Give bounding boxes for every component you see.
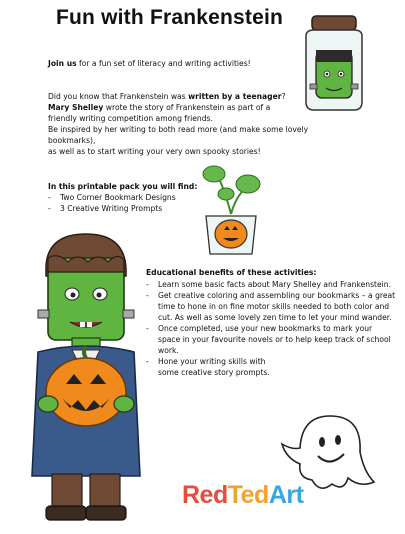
brand-logo (182, 481, 303, 510)
intro-bold: Join us (48, 59, 77, 68)
story-line1-b: ? (281, 92, 286, 101)
story-line1-a: Did you know that Frankenstein was (48, 92, 189, 101)
benefit-text: Hone your writing skills with some creative story prompts. (158, 357, 270, 377)
story-line3: friendly writing competition among friends. (48, 114, 213, 123)
story-paragraph (48, 91, 323, 157)
benefits-heading: Educational benefits of these activities: (146, 268, 317, 277)
story-line1-bold: written by a teenager (188, 92, 282, 101)
benefits-section (146, 267, 396, 378)
pack-heading: In this printable pack you will find: (48, 182, 198, 191)
story-line5: as well as to start writing your very own spooky stories! (48, 147, 261, 156)
list-item: - Two Corner Bookmark Designs (48, 193, 176, 202)
list-item: - 3 Creative Writing Prompts (48, 204, 163, 213)
pack-item-text: 3 Creative Writing Prompts (60, 204, 163, 213)
story-line2: wrote the story of Frankenstein as part of a (103, 103, 271, 112)
logo-part-red: Red (182, 481, 228, 509)
list-item: - Hone your writing skills with some creative story prompts. (146, 356, 286, 378)
logo-part-art: Art (268, 481, 304, 509)
intro-paragraph (48, 58, 308, 69)
benefit-text: Once completed, use your new bookmarks to mark your space in your favourite novels or to help keep track of school work. (158, 324, 391, 355)
list-item: - Learn some basic facts about Mary Shelley and Frankenstein. (146, 280, 392, 289)
story-author: Mary Shelley (48, 103, 104, 112)
page-title: Fun with Frankenstein (56, 6, 284, 29)
story-line4: Be inspired by her writing to both read more (and make some lovely bookmarks), (48, 125, 309, 145)
logo-part-ted: Ted (227, 481, 269, 509)
benefit-text: Get creative coloring and assembling our bookmarks – a great time to hone in on fine motor skills needed to both color and cut. As well as some lovely zen time to let your mind wander. (158, 291, 396, 322)
frankenstein-monster-icon (28, 228, 148, 528)
pack-item-text: Two Corner Bookmark Designs (60, 193, 176, 202)
intro-rest: for a fun set of literacy and writing activities! (76, 59, 251, 68)
list-item: - Get creative coloring and assembling our bookmarks – a great time to hone in on fine motor skills needed to both color and cut. As well as some lovely zen time to let your mind wander. (146, 291, 396, 322)
pumpkin-plant-icon (196, 158, 266, 258)
list-item: - Once completed, use your new bookmarks to mark your space in your favourite novels or to help keep track of school work. (146, 323, 396, 356)
benefit-text: Learn some basic facts about Mary Shelley and Frankenstein. (158, 280, 392, 289)
